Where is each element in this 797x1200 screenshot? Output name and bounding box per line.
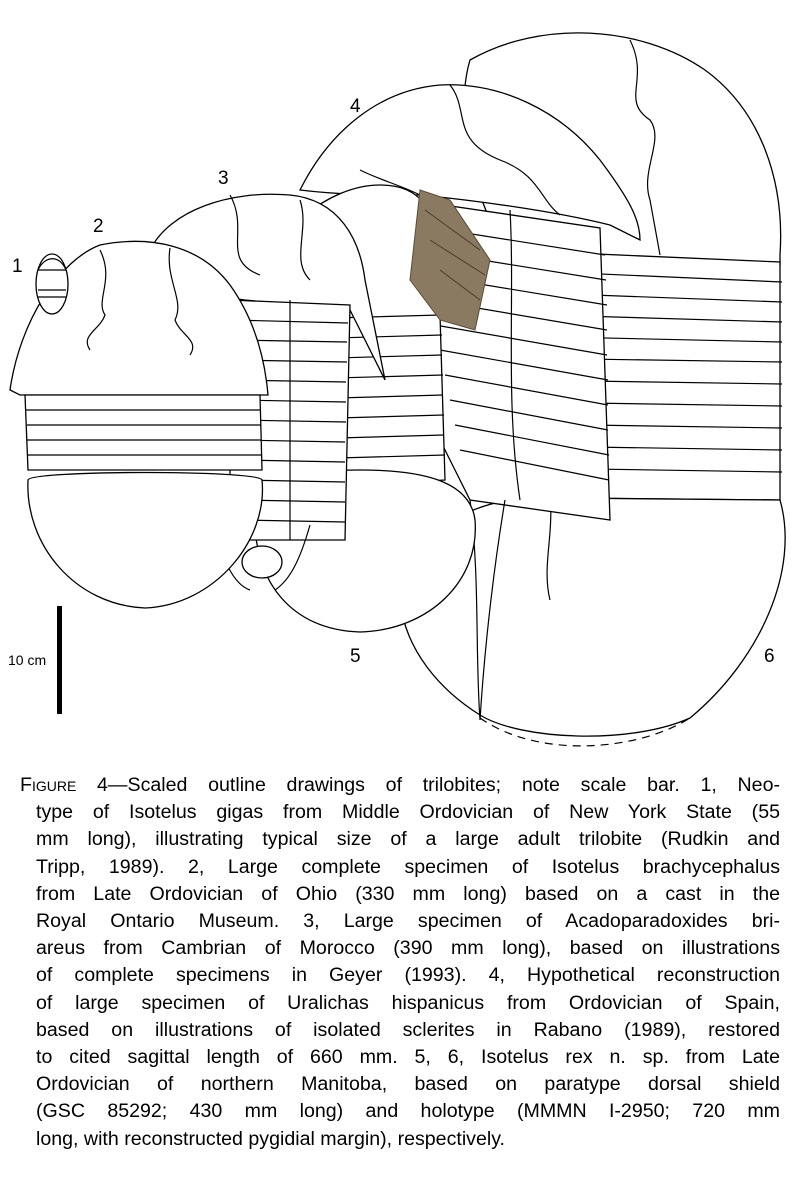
caption-line: of complete specimens in Geyer (1993). 4, Hypothetical reconstruction	[36, 964, 780, 987]
caption-line: Royal Ontario Museum. 3, Large specimen of Acadoparadoxides bri-	[36, 910, 780, 933]
caption-line: Tripp, 1989). 2, Large complete specimen of Isotelus brachycephalus	[36, 855, 780, 878]
caption-line: from Late Ordovician of Ohio (330 mm long) based on a cast in the	[36, 882, 780, 905]
caption-line: of large specimen of Uralichas hispanicus from Ordovician of Spain,	[36, 991, 780, 1014]
caption-line: mm long), illustrating typical size of a large adult trilobite (Rudkin and	[36, 828, 780, 851]
specimen-label: 6	[764, 646, 775, 667]
specimen-1-outline	[36, 254, 68, 314]
scale-bar-label: 10 cm	[8, 652, 47, 668]
specimen-label: 1	[12, 256, 23, 277]
caption-line: Ordovician of northern Manitoba, based on paratype dorsal shield	[36, 1073, 780, 1096]
caption-line: Figure 4—Scaled outline drawings of trilobites; note scale bar. 1, Neo-	[20, 774, 780, 796]
caption-line: areus from Cambrian of Morocco (390 mm long), based on illustrations	[36, 937, 780, 960]
caption-line: (GSC 85292; 430 mm long) and holotype (MMMN I-2950; 720 mm	[36, 1100, 780, 1123]
specimen-label: 3	[218, 168, 229, 189]
specimen-label: 4	[350, 96, 361, 117]
figure-caption	[20, 772, 780, 1153]
figure-number: Figure 4	[20, 774, 108, 796]
caption-line: long, with reconstructed pygidial margin), respectively.	[36, 1127, 506, 1150]
specimen-label: 2	[93, 216, 104, 237]
caption-line: type of Isotelus gigas from Middle Ordovician of New York State (55	[36, 801, 780, 824]
specimen-label: 5	[350, 646, 361, 667]
caption-line: based on illustrations of isolated sclerites in Rabano (1989), restored	[36, 1018, 780, 1041]
scale-bar	[57, 606, 62, 714]
caption-line: to cited sagittal length of 660 mm. 5, 6, Isotelus rex n. sp. from Late	[36, 1046, 780, 1069]
